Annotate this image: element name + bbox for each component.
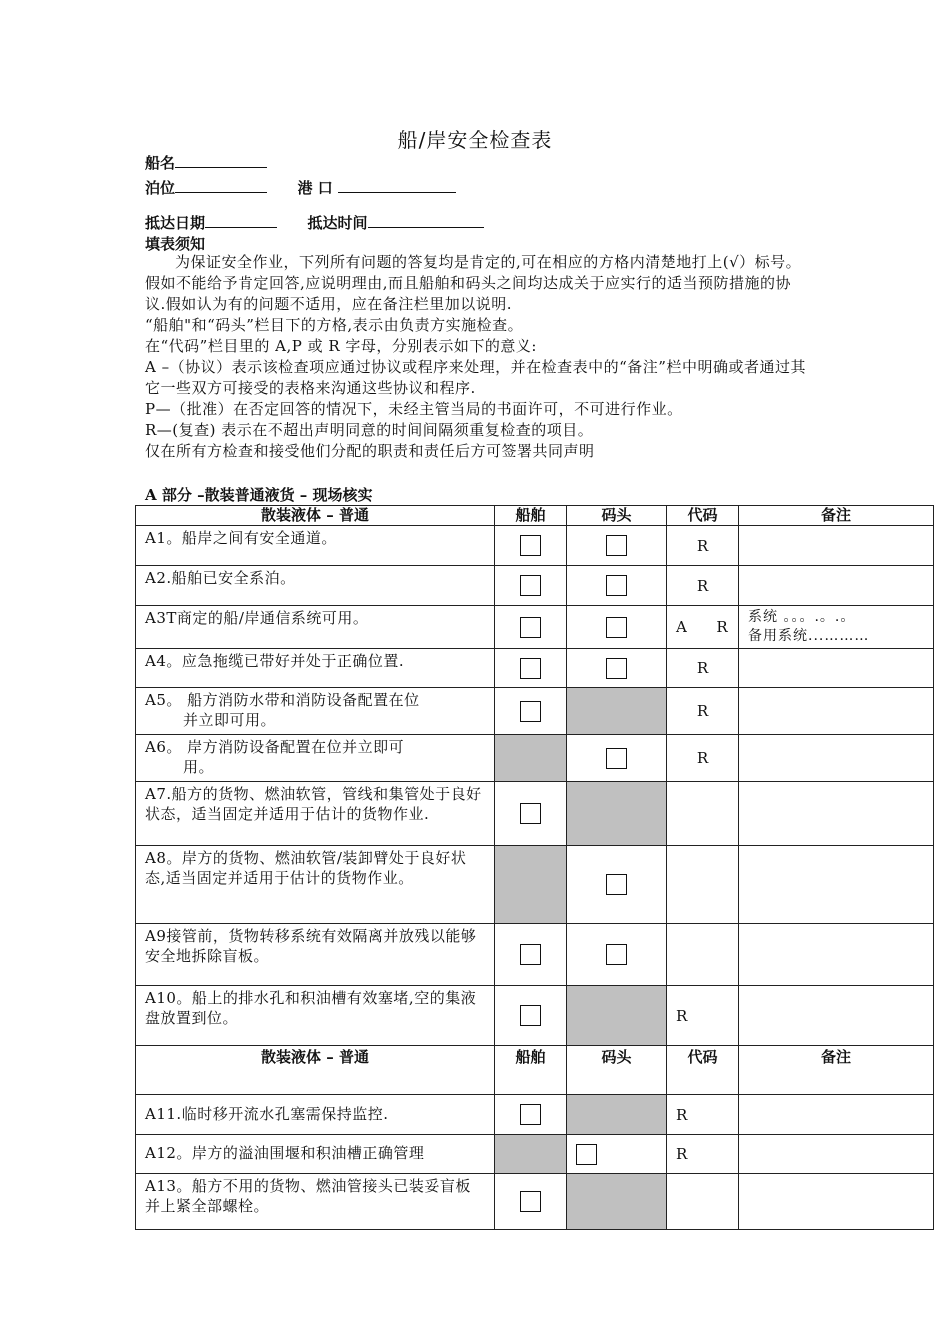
item-text: A4。应急拖缆已带好并处于正确位置. <box>136 649 495 688</box>
header-terminal: 码头 <box>567 506 667 526</box>
instructions-heading: 填表须知 <box>145 235 206 253</box>
ship-checkbox[interactable] <box>520 944 541 965</box>
terminal-cell-na <box>567 1174 667 1230</box>
remarks-cell[interactable] <box>739 924 934 986</box>
table-row <box>136 924 934 986</box>
ship-checkbox[interactable] <box>520 535 541 556</box>
header-terminal: 码头 <box>567 1046 667 1095</box>
code-cell: R <box>667 649 739 688</box>
item-text: A2.船舶已安全系泊。 <box>136 566 495 606</box>
header-item: 散装液体 – 普通 <box>136 1046 495 1095</box>
instruction-paragraph: 仅在所有方检查和接受他们分配的职责和责任后方可签署共同声明 <box>145 442 595 460</box>
page-title: 船/岸安全检查表 <box>397 128 553 152</box>
instruction-paragraph: A –（协议）表示该检查项应通过协议或程序来处理，并在检查表中的“备注”栏中明确或者通过其它一些双方可接受的表格来沟通这些协议和程序. <box>145 358 806 397</box>
header-code: 代码 <box>667 506 739 526</box>
remarks-cell[interactable] <box>739 782 934 846</box>
ship-checkbox[interactable] <box>520 1191 541 1212</box>
terminal-cell <box>567 649 667 688</box>
terminal-cell-na <box>567 1095 667 1135</box>
item-text-line: A5。 船方消防水带和消防设备配置在位 <box>145 691 420 709</box>
remarks-cell[interactable] <box>739 1135 934 1174</box>
ship-cell <box>495 1095 567 1135</box>
ship-cell <box>495 606 567 649</box>
code-cell: R <box>667 688 739 735</box>
code-a: A <box>676 618 687 636</box>
ship-cell <box>495 526 567 566</box>
instructions-body <box>145 252 810 462</box>
ship-cell <box>495 649 567 688</box>
berth-line <box>145 177 456 198</box>
berth-label: 泊位 <box>145 179 176 197</box>
remarks-cell[interactable] <box>739 1095 934 1135</box>
item-text: A9接管前，货物转移系统有效隔离并放残以能够安全地拆除盲板。 <box>136 924 495 986</box>
terminal-cell-na <box>567 986 667 1046</box>
code-cell <box>667 782 739 846</box>
table-row <box>136 986 934 1046</box>
item-text-line: 并立即可用。 <box>183 711 277 729</box>
ship-cell <box>495 688 567 735</box>
item-text: A8。岸方的货物、燃油软管/装卸臂处于良好状态,适当固定并适用于估计的货物作业。 <box>136 846 495 924</box>
port-label: 港 口 <box>297 179 333 197</box>
arrival-line <box>145 212 484 233</box>
table-header-row-repeat <box>136 1046 934 1095</box>
ship-name-label: 船名 <box>145 154 176 172</box>
item-text: A12。岸方的溢油围堰和积油槽正确管理 <box>136 1135 495 1174</box>
ship-cell-na <box>495 735 567 782</box>
terminal-checkbox[interactable] <box>606 535 627 556</box>
header-ship: 船舶 <box>495 1046 567 1095</box>
ship-checkbox[interactable] <box>520 617 541 638</box>
terminal-cell <box>567 1135 667 1174</box>
terminal-checkbox[interactable] <box>606 617 627 638</box>
remarks-cell[interactable] <box>739 1174 934 1230</box>
remarks-cell[interactable] <box>739 606 934 649</box>
code-r: R <box>716 618 728 636</box>
instruction-paragraph: 在“代码”栏目里的 A,P 或 R 字母，分别表示如下的意义: <box>145 337 537 355</box>
header-remarks: 备注 <box>739 506 934 526</box>
remarks-cell[interactable] <box>739 649 934 688</box>
item-text: A10。船上的排水孔和积油槽有效塞堵,空的集液盘放置到位。 <box>136 986 495 1046</box>
remarks-system: 系统 。。。.。.。 <box>748 609 856 625</box>
terminal-cell <box>567 566 667 606</box>
ship-checkbox[interactable] <box>520 1005 541 1026</box>
item-text: A3T商定的船/岸通信系统可用。 <box>136 606 495 649</box>
ship-cell-na <box>495 846 567 924</box>
terminal-checkbox[interactable] <box>576 1144 597 1165</box>
header-item: 散装液体 – 普通 <box>136 506 495 526</box>
table-header-row <box>136 506 934 526</box>
terminal-cell <box>567 606 667 649</box>
terminal-checkbox[interactable] <box>606 575 627 596</box>
ship-cell <box>495 566 567 606</box>
remarks-backup-system: 备用系统...……… <box>748 628 870 644</box>
code-cell: R <box>667 1135 739 1174</box>
table-row <box>136 846 934 924</box>
item-text <box>136 688 495 735</box>
ship-checkbox[interactable] <box>520 1104 541 1125</box>
ship-checkbox[interactable] <box>520 701 541 722</box>
checklist-table <box>135 505 934 1230</box>
arrival-date-field[interactable] <box>205 212 277 228</box>
ship-cell <box>495 986 567 1046</box>
ship-cell <box>495 924 567 986</box>
instruction-paragraph: 为保证安全作业，下列所有问题的答复均是肯定的,可在相应的方格内清楚地打上(√）标号。假如不能给予肯定回答,应说明理由,而且船舶和码头之间均达成关于应实行的适当预防措施的协议.假如认为有的问题不适用，应在备注栏里加以说明. <box>145 253 802 313</box>
terminal-checkbox[interactable] <box>606 748 627 769</box>
code-cell <box>667 924 739 986</box>
terminal-cell <box>567 846 667 924</box>
code-cell: R <box>667 986 739 1046</box>
table-row <box>136 1095 934 1135</box>
arrival-date-label: 抵达日期 <box>145 214 206 232</box>
table-row <box>136 606 934 649</box>
section-title: A 部分 –散装普通液货 – 现场核实 <box>145 486 373 504</box>
item-text: A13。船方不用的货物、燃油管接头已装妥盲板并上紧全部螺栓。 <box>136 1174 495 1230</box>
header-code: 代码 <box>667 1046 739 1095</box>
table-row <box>136 1174 934 1230</box>
code-cell <box>667 846 739 924</box>
ship-cell <box>495 1174 567 1230</box>
remarks-cell[interactable] <box>739 846 934 924</box>
header-ship: 船舶 <box>495 506 567 526</box>
terminal-checkbox[interactable] <box>606 874 627 895</box>
ship-cell <box>495 782 567 846</box>
table-row <box>136 782 934 846</box>
ship-name-field[interactable] <box>175 152 267 168</box>
terminal-cell-na <box>567 688 667 735</box>
terminal-checkbox[interactable] <box>606 944 627 965</box>
table-row <box>136 1135 934 1174</box>
terminal-cell-na <box>567 782 667 846</box>
item-text-line: A6。 岸方消防设备配置在位并立即可 <box>145 738 405 756</box>
instruction-paragraph: P—（批准）在否定回答的情况下，未经主管当局的书面许可，不可进行作业。 <box>145 400 683 418</box>
ship-name-line <box>145 152 267 173</box>
table-row <box>136 735 934 782</box>
remarks-cell[interactable] <box>739 566 934 606</box>
terminal-cell <box>567 526 667 566</box>
table-row <box>136 526 934 566</box>
header-remarks: 备注 <box>739 1046 934 1095</box>
instruction-paragraph: R—(复查) 表示在不超出声明同意的时间间隔须重复检查的项目。 <box>145 421 594 439</box>
remarks-cell[interactable] <box>739 688 934 735</box>
code-cell <box>667 606 739 649</box>
table-row <box>136 649 934 688</box>
item-text <box>136 735 495 782</box>
ship-checkbox[interactable] <box>520 658 541 679</box>
arrival-time-field[interactable] <box>368 212 484 228</box>
remarks-cell[interactable] <box>739 986 934 1046</box>
port-field[interactable] <box>338 177 456 193</box>
remarks-cell[interactable] <box>739 526 934 566</box>
ship-checkbox[interactable] <box>520 803 541 824</box>
code-cell: R <box>667 526 739 566</box>
ship-checkbox[interactable] <box>520 575 541 596</box>
item-text: A1。船岸之间有安全通道。 <box>136 526 495 566</box>
arrival-time-label: 抵达时间 <box>307 214 368 232</box>
code-cell: R <box>667 566 739 606</box>
table-row <box>136 688 934 735</box>
item-text: A7.船方的货物、燃油软管，管线和集管处于良好状态，适当固定并适用于估计的货物作业. <box>136 782 495 846</box>
code-cell: R <box>667 735 739 782</box>
instruction-paragraph: “船舶"和“码头”栏目下的方格,表示由负责方实施检查。 <box>145 316 524 334</box>
table-row <box>136 566 934 606</box>
terminal-cell <box>567 924 667 986</box>
remarks-cell[interactable] <box>739 735 934 782</box>
code-cell: R <box>667 1095 739 1135</box>
item-text: A11.临时移开流水孔塞需保持监控. <box>136 1095 495 1135</box>
item-text-line: 用。 <box>183 758 215 776</box>
terminal-checkbox[interactable] <box>606 658 627 679</box>
ship-cell-na <box>495 1135 567 1174</box>
code-cell <box>667 1174 739 1230</box>
terminal-cell <box>567 735 667 782</box>
berth-field[interactable] <box>175 177 267 193</box>
